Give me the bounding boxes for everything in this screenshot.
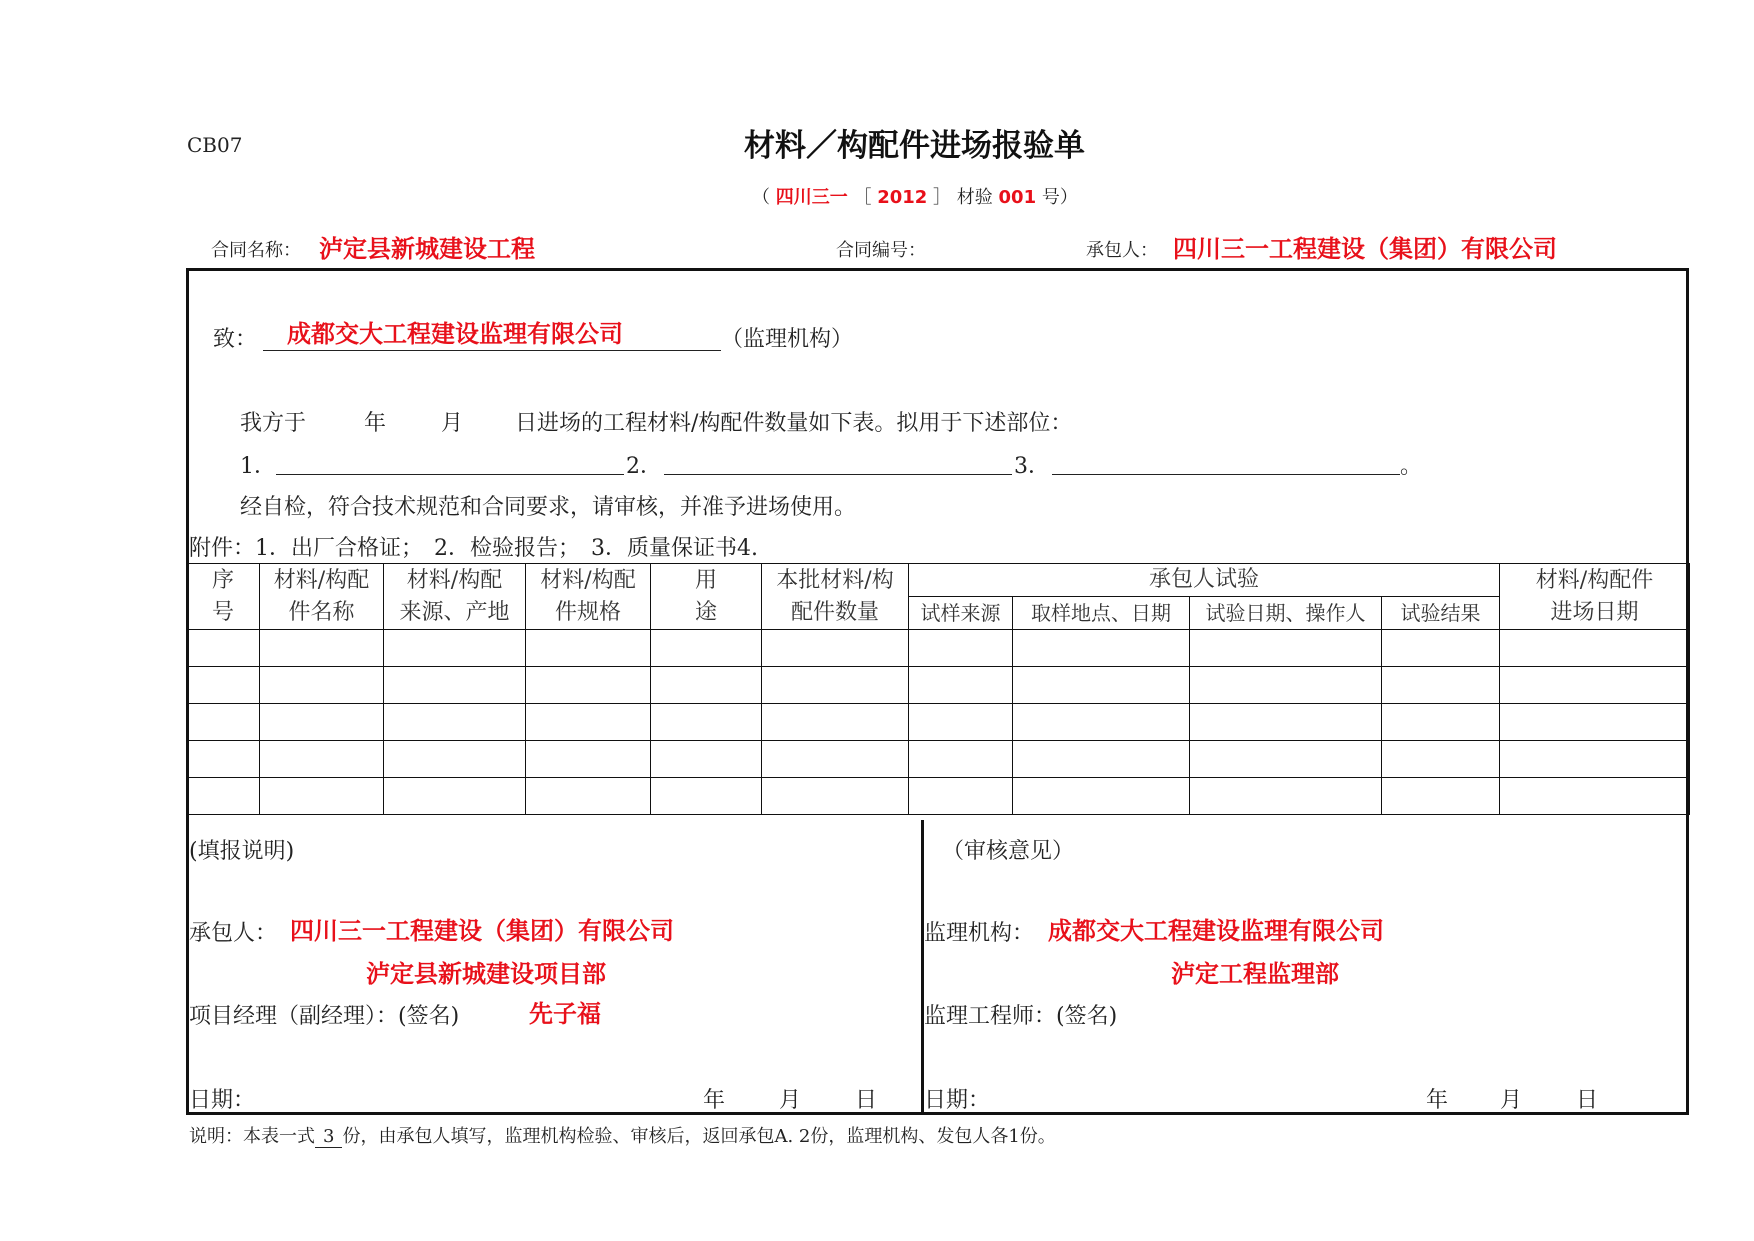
cell-quantity[interactable] [762, 667, 909, 704]
location-1-label: 1． [240, 454, 276, 479]
number-year: 2012 [877, 187, 928, 208]
cell-name[interactable] [260, 741, 384, 778]
cell-source[interactable] [384, 667, 526, 704]
footnote [189, 1122, 1056, 1148]
cell-spec[interactable] [526, 667, 651, 704]
cell-source[interactable] [384, 778, 526, 815]
location-1-line[interactable] [276, 474, 624, 475]
cell-entry-date[interactable] [1500, 704, 1690, 741]
cell-source[interactable] [384, 741, 526, 778]
header-name: 材料/构配 件名称 [260, 564, 384, 630]
header-spec: 材料/构配 件规格 [526, 564, 651, 630]
location-end: 。 [1400, 454, 1423, 479]
cell-name[interactable] [260, 778, 384, 815]
supervisor-org-name: 成都交大工程建设监理有限公司 [1048, 916, 1384, 945]
intro-month: 月 [441, 411, 464, 436]
cell-name[interactable] [260, 667, 384, 704]
to-company: 成都交大工程建设监理有限公司 [287, 319, 623, 348]
location-2-line[interactable] [664, 474, 1012, 475]
right-date-day: 日 [1576, 1088, 1599, 1113]
number-org: 四川三一 [775, 187, 848, 208]
cell-test-date-operator[interactable] [1190, 630, 1382, 667]
contract-name-label: 合同名称： [211, 240, 301, 261]
manager-label: 项目经理（副经理）：(签名) [189, 1004, 460, 1029]
cell-spec[interactable] [526, 778, 651, 815]
cell-sampling-place-date[interactable] [1013, 778, 1190, 815]
cell-quantity[interactable] [762, 778, 909, 815]
cell-name[interactable] [260, 630, 384, 667]
to-label: 致： [213, 327, 258, 352]
number-suffix: 号） [1041, 187, 1078, 208]
number-bracket-close: ］ [933, 187, 952, 208]
cell-quantity[interactable] [762, 741, 909, 778]
left-project-dept: 泸定县新城建设项目部 [366, 959, 606, 988]
cell-test-date-operator[interactable] [1190, 704, 1382, 741]
cell-sample-source[interactable] [909, 704, 1013, 741]
cell-sample-source[interactable] [909, 630, 1013, 667]
table-row [187, 704, 1690, 741]
intro-year: 年 [364, 411, 387, 436]
cell-test-date-operator[interactable] [1190, 778, 1382, 815]
cell-test-date-operator[interactable] [1190, 667, 1382, 704]
table-row [187, 741, 1690, 778]
form-code: CB07 [187, 133, 243, 157]
cell-sampling-place-date[interactable] [1013, 630, 1190, 667]
location-3-line[interactable] [1052, 474, 1400, 475]
cell-test-result[interactable] [1382, 630, 1500, 667]
header-source: 材料/构配 来源、产地 [384, 564, 526, 630]
cell-entry-date[interactable] [1500, 778, 1690, 815]
cell-use[interactable] [651, 704, 762, 741]
header-entry-date: 材料/构配件 进场日期 [1500, 564, 1690, 630]
header-sampling-place-date: 取样地点、日期 [1013, 597, 1190, 630]
cell-source[interactable] [384, 630, 526, 667]
engineer-label: 监理工程师：(签名) [924, 1004, 1118, 1029]
cell-test-date-operator[interactable] [1190, 741, 1382, 778]
cell-seq[interactable] [187, 778, 260, 815]
left-contractor-name: 四川三一工程建设（集团）有限公司 [290, 916, 674, 945]
cell-test-result[interactable] [1382, 741, 1500, 778]
cell-use[interactable] [651, 667, 762, 704]
document-number [752, 183, 1078, 209]
number-open: （ [752, 187, 770, 208]
cell-seq[interactable] [187, 667, 260, 704]
table-row [187, 778, 1690, 815]
cell-sampling-place-date[interactable] [1013, 704, 1190, 741]
intro-p2: 日进场的工程材料/构配件数量如下表。拟用于下述部位： [515, 411, 1073, 436]
cell-seq[interactable] [187, 704, 260, 741]
header-test-group: 承包人试验 [909, 564, 1500, 597]
right-date-label: 日期： [924, 1088, 991, 1113]
cell-sample-source[interactable] [909, 741, 1013, 778]
cell-test-result[interactable] [1382, 704, 1500, 741]
table-row [187, 630, 1690, 667]
header-test-date-operator: 试验日期、操作人 [1190, 597, 1382, 630]
footnote-copies: 3 [315, 1126, 342, 1148]
header-test-result: 试验结果 [1382, 597, 1500, 630]
contract-name: 泸定县新城建设工程 [319, 234, 535, 263]
supervisor-org-label: 监理机构： [924, 921, 1035, 946]
cell-name[interactable] [260, 704, 384, 741]
header-use: 用 途 [651, 564, 762, 630]
manager-signature: 先子福 [529, 999, 601, 1028]
cell-source[interactable] [384, 704, 526, 741]
fill-note-heading: (填报说明) [189, 839, 295, 864]
number-bracket-open: ［ [853, 187, 872, 208]
cell-entry-date[interactable] [1500, 667, 1690, 704]
review-opinion-heading: （审核意见） [942, 839, 1075, 864]
footnote-p1: 说明：本表一式 [189, 1126, 315, 1147]
cell-spec[interactable] [526, 741, 651, 778]
cell-test-result[interactable] [1382, 667, 1500, 704]
cell-seq[interactable] [187, 741, 260, 778]
cell-use[interactable] [651, 778, 762, 815]
cell-sampling-place-date[interactable] [1013, 741, 1190, 778]
to-suffix: （监理机构） [721, 327, 854, 352]
materials-table [186, 563, 1689, 815]
cell-entry-date[interactable] [1500, 741, 1690, 778]
right-date-year: 年 [1426, 1088, 1449, 1113]
cell-quantity[interactable] [762, 704, 909, 741]
cell-spec[interactable] [526, 704, 651, 741]
left-date-label: 日期： [189, 1088, 256, 1113]
cell-sampling-place-date[interactable] [1013, 667, 1190, 704]
left-date-day: 日 [855, 1088, 878, 1113]
to-underline [263, 314, 721, 351]
cell-sample-source[interactable] [909, 667, 1013, 704]
contract-no-label: 合同编号： [836, 240, 926, 261]
cell-entry-date[interactable] [1500, 630, 1690, 667]
left-date-month: 月 [779, 1088, 802, 1113]
location-3-label: 3． [1014, 454, 1050, 479]
right-date-month: 月 [1500, 1088, 1523, 1113]
number-serial: 001 [998, 187, 1037, 208]
table-header-row-1 [187, 564, 1690, 597]
contractor-name: 四川三一工程建设（集团）有限公司 [1173, 234, 1557, 263]
left-date-year: 年 [703, 1088, 726, 1113]
intro-p1: 我方于 [240, 411, 307, 436]
cell-seq[interactable] [187, 630, 260, 667]
location-2-label: 2． [626, 454, 662, 479]
cell-test-result[interactable] [1382, 778, 1500, 815]
header-seq: 序 号 [187, 564, 260, 630]
number-kind: 材验 [956, 187, 993, 208]
header-sample-source: 试样来源 [909, 597, 1013, 630]
self-check-text: 经自检，符合技术规范和合同要求，请审核，并准予进场使用。 [240, 495, 857, 520]
footnote-p2: 份，由承包人填写，监理机构检验、审核后，返回承包A. 2份，监理机构、发包人各1份。 [342, 1126, 1056, 1147]
supervisor-dept: 泸定工程监理部 [1171, 959, 1339, 988]
contractor-label: 承包人： [1086, 240, 1158, 261]
page-title: 材料／构配件进场报验单 [744, 128, 1085, 164]
panel-divider [921, 820, 924, 1115]
left-contractor-label: 承包人： [189, 921, 278, 946]
cell-sample-source[interactable] [909, 778, 1013, 815]
cell-quantity[interactable] [762, 630, 909, 667]
attachments: 附件：1．出厂合格证； 2．检验报告； 3．质量保证书4. [189, 536, 758, 561]
table-row [187, 667, 1690, 704]
header-quantity: 本批材料/构 配件数量 [762, 564, 909, 630]
cell-spec[interactable] [526, 630, 651, 667]
cell-use[interactable] [651, 630, 762, 667]
cell-use[interactable] [651, 741, 762, 778]
